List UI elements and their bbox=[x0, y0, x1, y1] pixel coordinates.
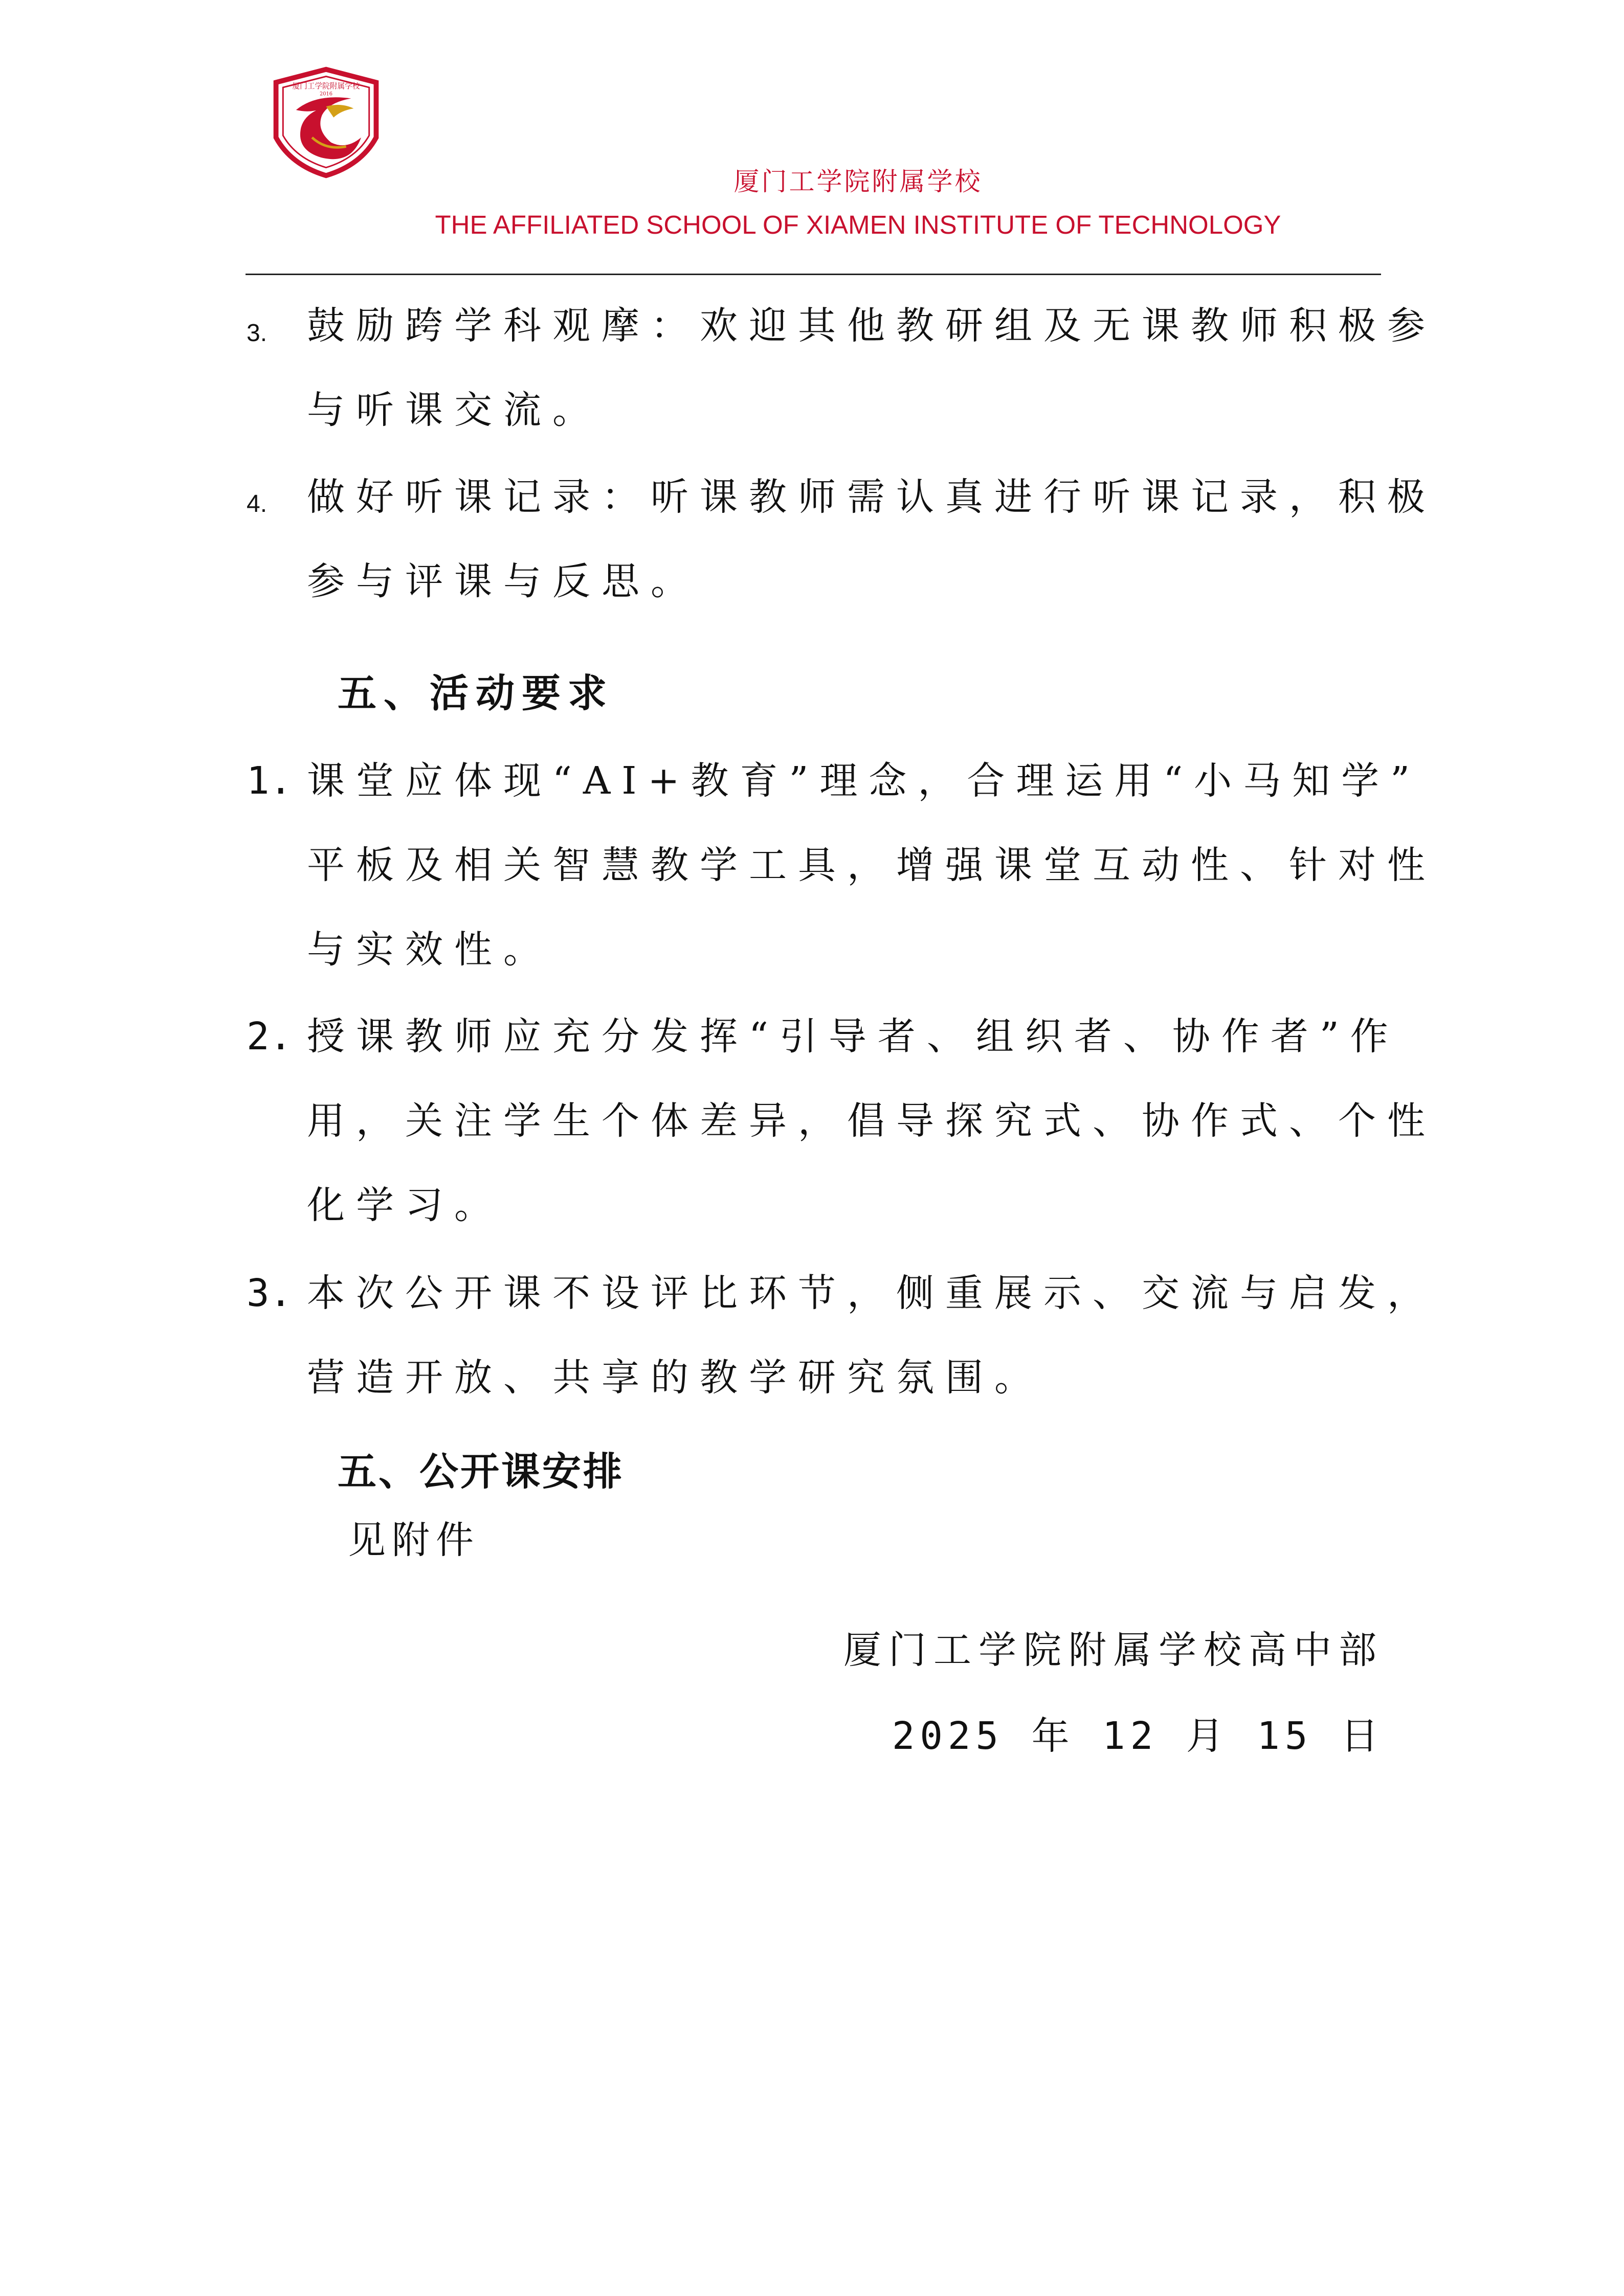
list-item-number: 1. bbox=[247, 759, 293, 803]
list-item-line: 做好听课记录：听课教师需认真进行听课记录，积极 bbox=[307, 475, 1436, 519]
school-name-cn: 厦门工学院附属学校 bbox=[733, 167, 983, 196]
list-item-number: 3. bbox=[247, 1271, 293, 1315]
signature-date: 2025 年 12 月 15 日 bbox=[892, 1714, 1384, 1758]
section-heading-requirements: 五、活动要求 bbox=[338, 670, 614, 716]
list-item-line: 与听课交流。 bbox=[307, 388, 602, 432]
svg-text:2016: 2016 bbox=[320, 91, 332, 97]
signature-org: 厦门工学院附属学校高中部 bbox=[843, 1628, 1384, 1672]
list-item-line: 与实效性。 bbox=[307, 928, 552, 972]
list-item-number: 3. bbox=[247, 320, 268, 347]
list-item-line: 课堂应体现“AI+教育”理念，合理运用“小马知学” bbox=[307, 759, 1421, 803]
header-divider bbox=[246, 274, 1381, 275]
list-item-line: 平板及相关智慧教学工具，增强课堂互动性、针对性 bbox=[307, 843, 1436, 887]
list-item-line: 鼓励跨学科观摩：欢迎其他教研组及无课教师积极参 bbox=[307, 304, 1436, 348]
list-item-line: 化学习。 bbox=[307, 1183, 503, 1227]
attachment-note: 见附件 bbox=[348, 1518, 480, 1562]
school-name-en: THE AFFILIATED SCHOOL OF XIAMEN INSTITUTE OF TECHNOLOGY bbox=[435, 210, 1281, 239]
list-item-number: 4. bbox=[247, 490, 268, 517]
list-item-line: 参与评课与反思。 bbox=[307, 559, 700, 603]
list-item-line: 授课教师应充分发挥“引导者、组织者、协作者”作 bbox=[307, 1015, 1399, 1059]
svg-text:厦门工学院附属学校: 厦门工学院附属学校 bbox=[292, 81, 360, 91]
list-item-line: 本次公开课不设评比环节，侧重展示、交流与启发， bbox=[307, 1271, 1436, 1315]
list-item-number: 2. bbox=[247, 1015, 293, 1059]
section-heading-schedule: 五、公开课安排 bbox=[338, 1449, 624, 1494]
list-item-line: 用，关注学生个体差异，倡导探究式、协作式、个性 bbox=[307, 1099, 1436, 1143]
list-item-line: 营造开放、共享的教学研究氛围。 bbox=[307, 1356, 1043, 1400]
